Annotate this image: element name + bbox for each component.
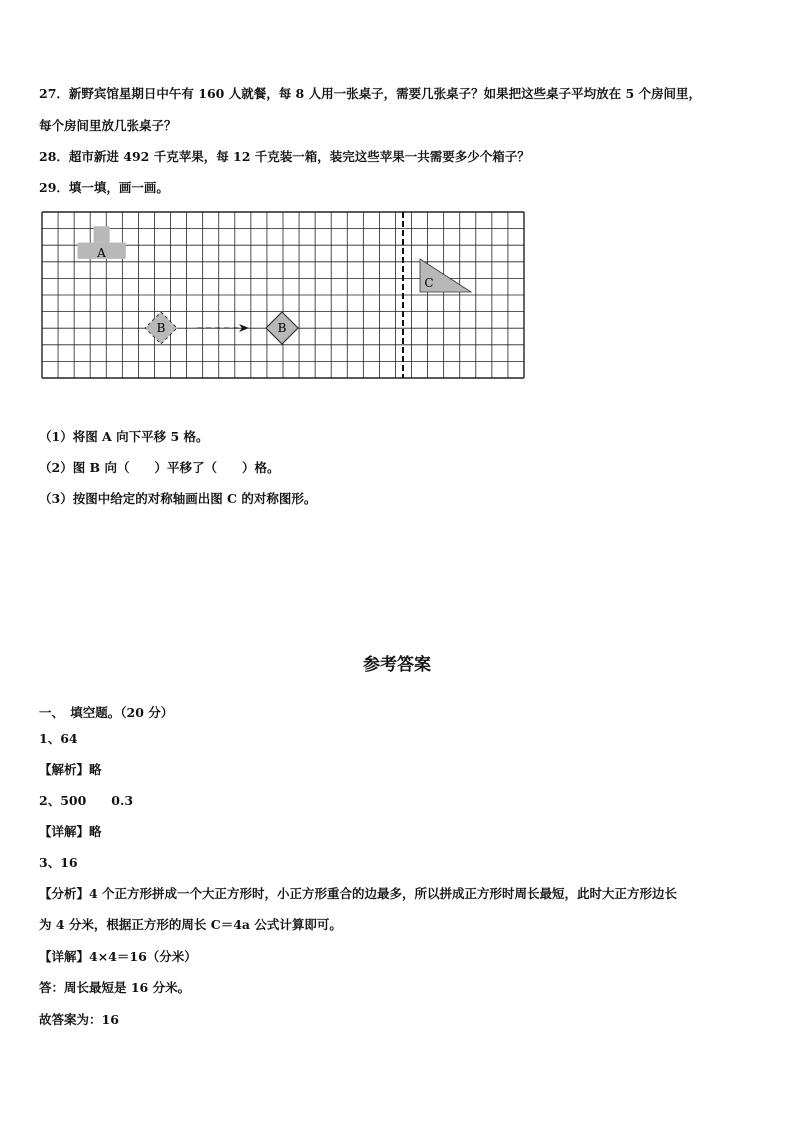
grid-figure — [40, 210, 526, 384]
shape-b-original — [145, 312, 177, 344]
question-28: 28．超市新进 492 千克苹果，每 12 千克装一箱，装完这些苹果一共需要多少个箱子？ — [39, 149, 530, 164]
shape-b-original-label: B — [156, 321, 166, 335]
answer-3-analysis-1: 【分析】4 个正方形拼成一个大正方形时，小正方形重合的边最多，所以拼成正方形时周长最短，此时大正方形边长 — [39, 886, 678, 901]
shape-a-top — [94, 226, 110, 242]
answer-2-note: 【详解】略 — [39, 824, 102, 839]
answer-3-analysis-2: 为 4 分米，根据正方形的周长 C＝4a 公式计算即可。 — [39, 917, 342, 932]
question-29: 29．填一填，画一画。 — [39, 180, 169, 195]
shape-c — [420, 259, 471, 292]
sub-question-2: （2）图 B 向（ ）平移了（ ）格。 — [39, 460, 280, 475]
answer-2: 2、500 0.3 — [39, 793, 134, 808]
shape-b-moved — [266, 312, 298, 344]
grid-svg — [40, 210, 526, 380]
answer-3-statement: 答：周长最短是 16 分米。 — [39, 980, 191, 995]
shape-a — [78, 226, 126, 260]
answer-3-detail: 【详解】4×4＝16（分米） — [39, 949, 197, 964]
answer-1-note: 【解析】略 — [39, 762, 102, 777]
answer-1: 1、64 — [39, 731, 78, 746]
question-27-line-2: 每个房间里放几张桌子？ — [39, 118, 177, 133]
shape-b-moved-label: B — [277, 321, 287, 335]
sub-question-3: （3）按图中给定的对称轴画出图 C 的对称图形。 — [39, 491, 317, 506]
answers-section-1: 一、 填空题。（20 分） — [39, 705, 174, 720]
answer-3: 3、16 — [39, 855, 78, 870]
shape-a-label: A — [97, 246, 106, 260]
shape-c-label: C — [424, 276, 434, 290]
answer-3-final: 故答案为：16 — [39, 1012, 119, 1027]
answers-title: 参考答案 — [363, 655, 431, 675]
sub-question-1: （1）将图 A 向下平移 5 格。 — [39, 429, 209, 444]
question-27-line-1: 27．新野宾馆星期日中午有 160 人就餐，每 8 人用一张桌子，需要几张桌子？如果把这些桌子平均放在 5 个房间里， — [39, 86, 701, 101]
grid-lines — [42, 212, 524, 378]
